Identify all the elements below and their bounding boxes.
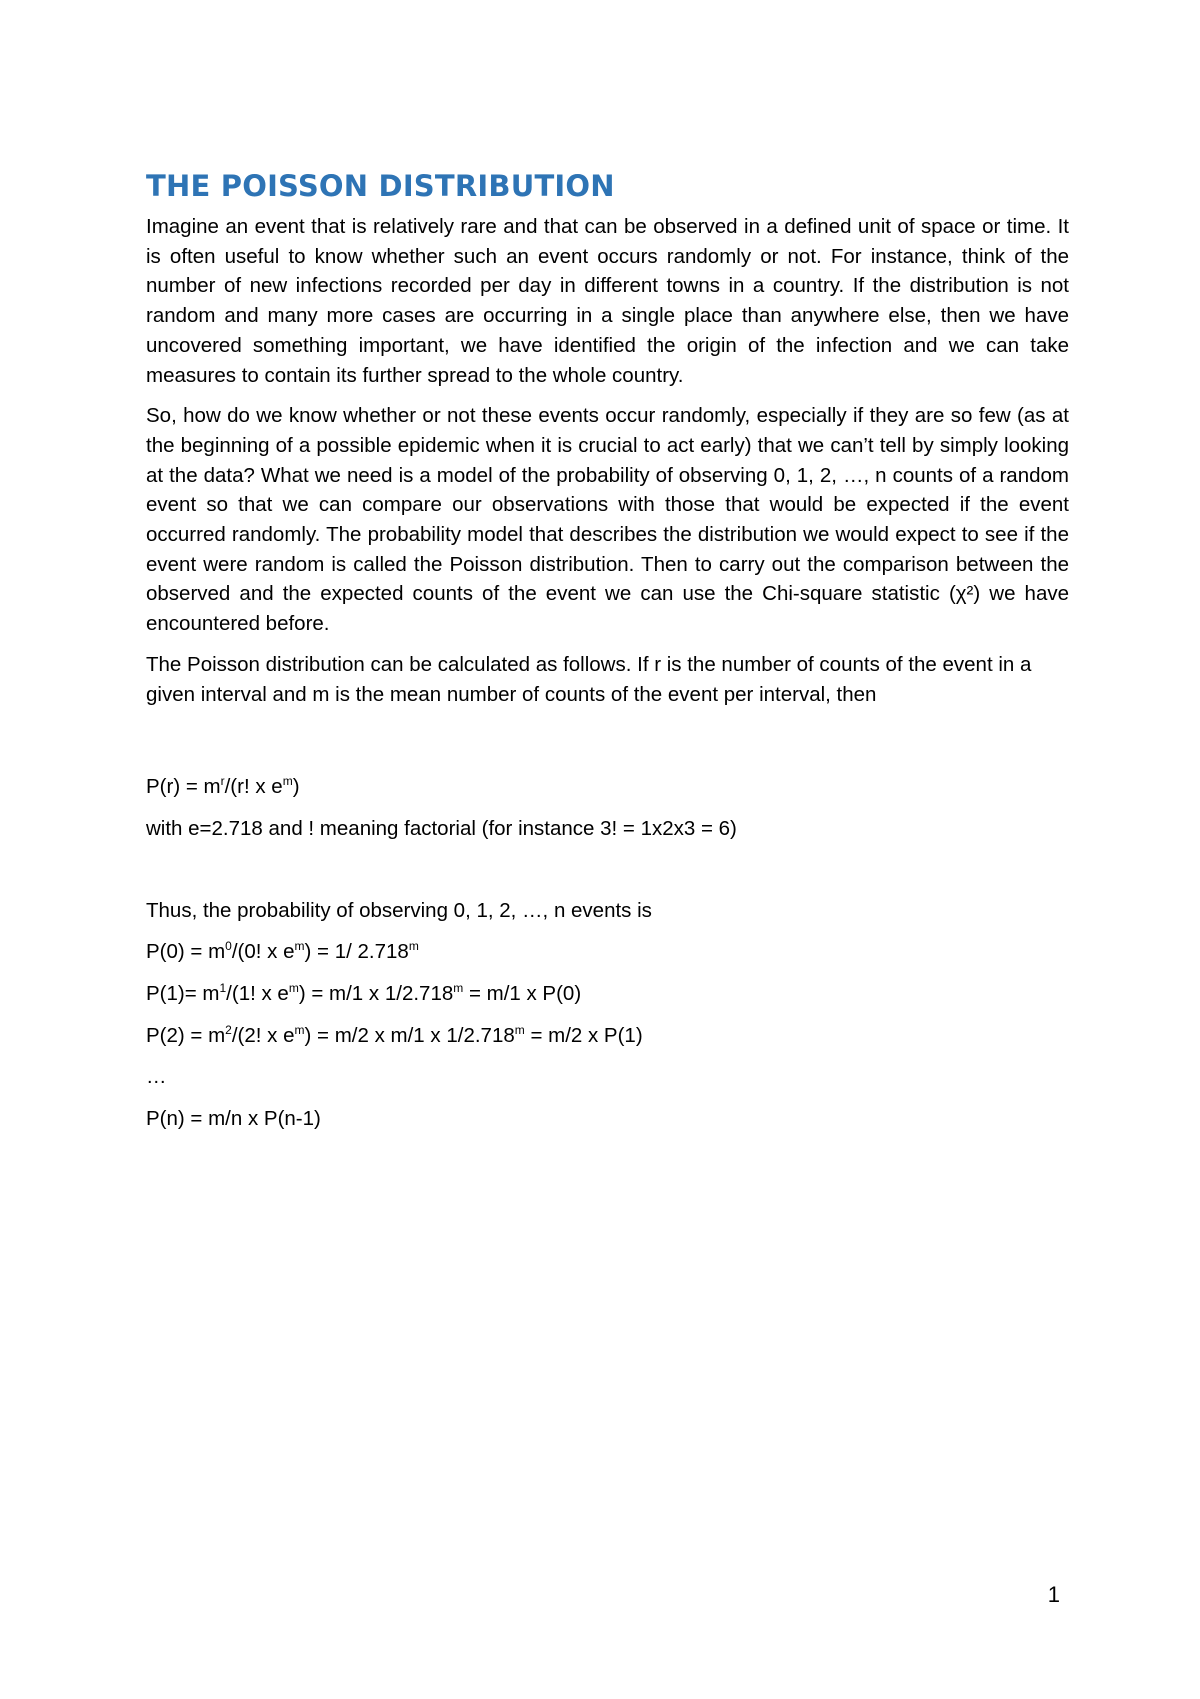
formula-text: = m/1 x P(0) — [463, 982, 582, 1006]
formula-exponent: m — [453, 981, 464, 996]
formula-poisson — [146, 772, 1069, 802]
formula-text: /(r! x e — [224, 775, 283, 799]
formula-exponent: 0 — [225, 939, 232, 954]
formula-text: P(r) = m — [146, 775, 221, 799]
formula-p0 — [146, 937, 1069, 967]
formula-exponent: m — [514, 1022, 525, 1037]
paragraph-intro: Imagine an event that is relatively rare and that can be observed in a defined unit of space or time. It is often useful to know whether such an event occurs randomly or not. For instance, think of the number of new infections recorded per day in different towns in a country. If the distribution is not random and many more cases are occurring in a single place than anywhere else, then we have uncovered something important, we have identified the origin of the infection and we can take measures to contain its further spread to the whole country. — [146, 215, 1069, 387]
document-body — [146, 168, 1069, 1134]
probability-intro: Thus, the probability of observing 0, 1, 2, …, n events is — [146, 898, 652, 922]
formula-text: = m/2 x P(1) — [524, 1023, 643, 1047]
formula-exponent: 1 — [219, 981, 227, 996]
formula-text: P(0) = m — [146, 940, 226, 964]
formula-text: ) = 1/ 2.718 — [304, 940, 409, 964]
formula-exponent: m — [288, 981, 299, 996]
formula-text: ) = m/2 x m/1 x 1/2.718 — [304, 1023, 515, 1047]
spacer — [146, 720, 1069, 772]
document-title: THE POISSON DISTRIBUTION — [146, 169, 615, 203]
formula-text: /(2! x e — [231, 1023, 295, 1047]
paragraph-model: So, how do we know whether or not these events occur randomly, especially if they are so few (as at the beginning of a possible epidemic when it is crucial to act early) that we can’t tell by simply looking at the data? What we need is a model of the probability of observing 0, 1, 2, …, n counts of a random event so that we can compare our observations with those that would be expected if the event occurred randomly. The probability model that describes the distribution we would expect to see if the event were random is called the Poisson distribution. Then to carry out the comparison between the observed and the expected counts of the event we can use the Chi-square statistic (χ²) we have encountered before. — [146, 404, 1069, 636]
formula-p2 — [146, 1021, 1069, 1051]
formula-text: ) — [292, 775, 300, 799]
formula-text: /(0! x e — [231, 940, 295, 964]
formula-ellipsis: … — [146, 1065, 167, 1089]
formula-text: P(1)= m — [146, 982, 220, 1006]
formula-note: with e=2.718 and ! meaning factorial (for instance 3! = 1x2x3 = 6) — [146, 816, 737, 840]
formula-pn: P(n) = m/n x P(n-1) — [146, 1107, 321, 1131]
formula-exponent: m — [408, 939, 419, 954]
formula-exponent: m — [294, 1022, 305, 1037]
formula-text: P(2) = m — [146, 1023, 226, 1047]
formula-exponent: m — [282, 774, 293, 789]
formula-p1 — [146, 979, 1069, 1009]
page-number: 1 — [1047, 1582, 1060, 1607]
paragraph-calculation: The Poisson distribution can be calculated as follows. If r is the number of counts of the event in a given interval and m is the mean number of counts of the event per interval, then — [146, 652, 1032, 706]
formula-text: ) = m/1 x 1/2.718 — [298, 982, 454, 1006]
spacer — [146, 844, 1069, 896]
formula-exponent: 2 — [225, 1022, 232, 1037]
formula-exponent: r — [220, 774, 225, 789]
formula-text: /(1! x e — [226, 982, 289, 1006]
formula-exponent: m — [294, 939, 305, 954]
